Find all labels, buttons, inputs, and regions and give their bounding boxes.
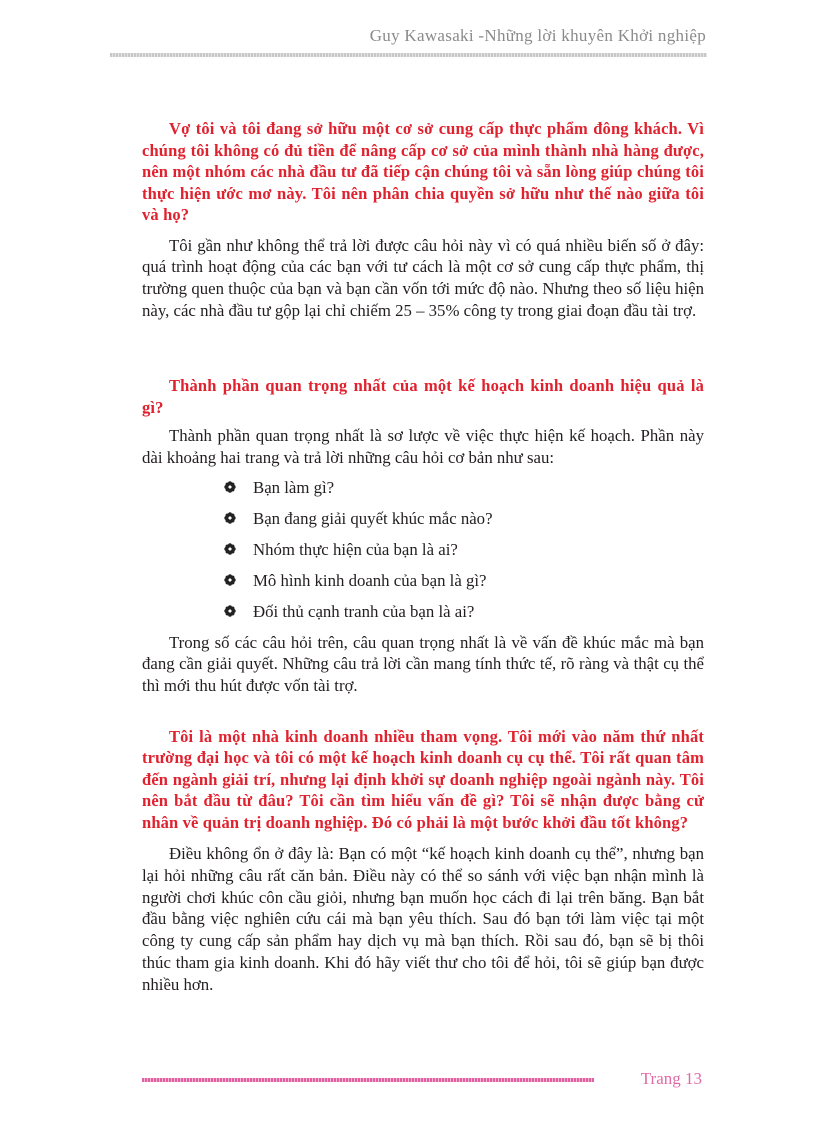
answer-3: Điều không ổn ở đây là: Bạn có một “kế hoạch kinh doanh cụ thể”, nhưng bạn lại hỏi những câu rất căn bản. Điều này có thể so sánh với việc bạn nhận mình là người chơi khúc côn cầu giỏi, nhưng bạn muốn học cách đi lại trên băng. Bạn bắt đầu bằng việc nghiên cứu cái mà bạn yêu thích. Sau đó bạn tới làm việc tại một công ty cung cấp sản phẩm hay dịch vụ mà bạn thích. Rồi sau đó, bạn sẽ bị thôi thúc tham gia kinh doanh. Khi đó hãy viết thư cho tôi để hỏi, tôi sẽ giúp bạn được nhiều hơn. [142,844,704,994]
list-item [224,601,704,622]
flower-bullet-icon [224,574,236,586]
running-header: Guy Kawasaki -Những lời khuyên Khởi nghiệp [369,26,706,45]
question-1: Vợ tôi và tôi đang sở hữu một cơ sở cung cấp thực phẩm đông khách. Vì chúng tôi không có đủ tiền để nâng cấp cơ sở của mình thành nhà hàng được, nên một nhóm các nhà đầu tư đã tiếp cận chúng tôi và sẵn lòng giúp chúng tôi thực hiện ước mơ này. Tôi nên phân chia quyền sở hữu như thế nào giữa tôi và họ? [142,119,704,224]
flower-bullet-icon [224,512,236,524]
question-list [142,477,704,622]
question-2: Thành phần quan trọng nhất của một kế hoạch kinh doanh hiệu quả là gì? [142,376,704,417]
answer-2-conclusion: Trong số các câu hỏi trên, câu quan trọng nhất là về vấn đề khúc mắc mà bạn đang cần giải quyết. Những câu trả lời cần mang tính thức tế, rõ ràng và thật cụ thể thì mới thu hút được vốn tài trợ. [142,632,704,696]
question-3: Tôi là một nhà kinh doanh nhiều tham vọng. Tôi mới vào năm thứ nhất trường đại học và tôi có một kế hoạch kinh doanh cụ cụ thể. Tôi rất quan tâm đến ngành giải trí, nhưng lại định khởi sự doanh nghiệp ngoài ngành này. Tôi nên bắt đầu từ đâu? Tôi cần tìm hiểu vấn đề gì? Tôi sẽ nhận được bằng cử nhân về quản trị doanh nghiệp. Đó có phải là một bước khởi đầu tốt không? [142,726,704,832]
page-content [142,118,704,995]
list-item [224,508,704,529]
answer-2-intro: Thành phần quan trọng nhất là sơ lược về việc thực hiện kế hoạch. Phần này dài khoảng hai trang và trả lời những câu hỏi cơ bản như sau: [142,426,704,468]
list-item [224,477,704,498]
list-item-text: Nhóm thực hiện của bạn là ai? [253,539,458,559]
flower-bullet-icon [224,543,236,555]
list-item-text: Bạn đang giải quyết khúc mắc nào? [253,508,493,528]
list-item-text: Mô hình kinh doanh của bạn là gì? [253,570,487,590]
answer-1: Tôi gần như không thể trả lời được câu hỏi này vì có quá nhiều biến số ở đây: quá trình hoạt động của các bạn với tư cách là một cơ sở cung cấp thực phẩm, thị trường quen thuộc của bạn và bạn cần vốn tới mức độ nào. Nhưng theo số liệu hiện này, các nhà đầu tư gộp lại chỉ chiếm 25 – 35% công ty trong giai đoạn đầu tài trợ. [142,235,704,320]
page-number: Trang 13 [640,1069,702,1088]
header-divider [110,53,707,57]
list-item-text: Đối thủ cạnh tranh của bạn là ai? [253,601,475,621]
list-item [224,570,704,591]
list-item [224,539,704,560]
list-item-text: Bạn làm gì? [253,477,335,497]
flower-bullet-icon [224,605,236,617]
flower-bullet-icon [224,481,236,493]
footer-divider [142,1078,594,1082]
